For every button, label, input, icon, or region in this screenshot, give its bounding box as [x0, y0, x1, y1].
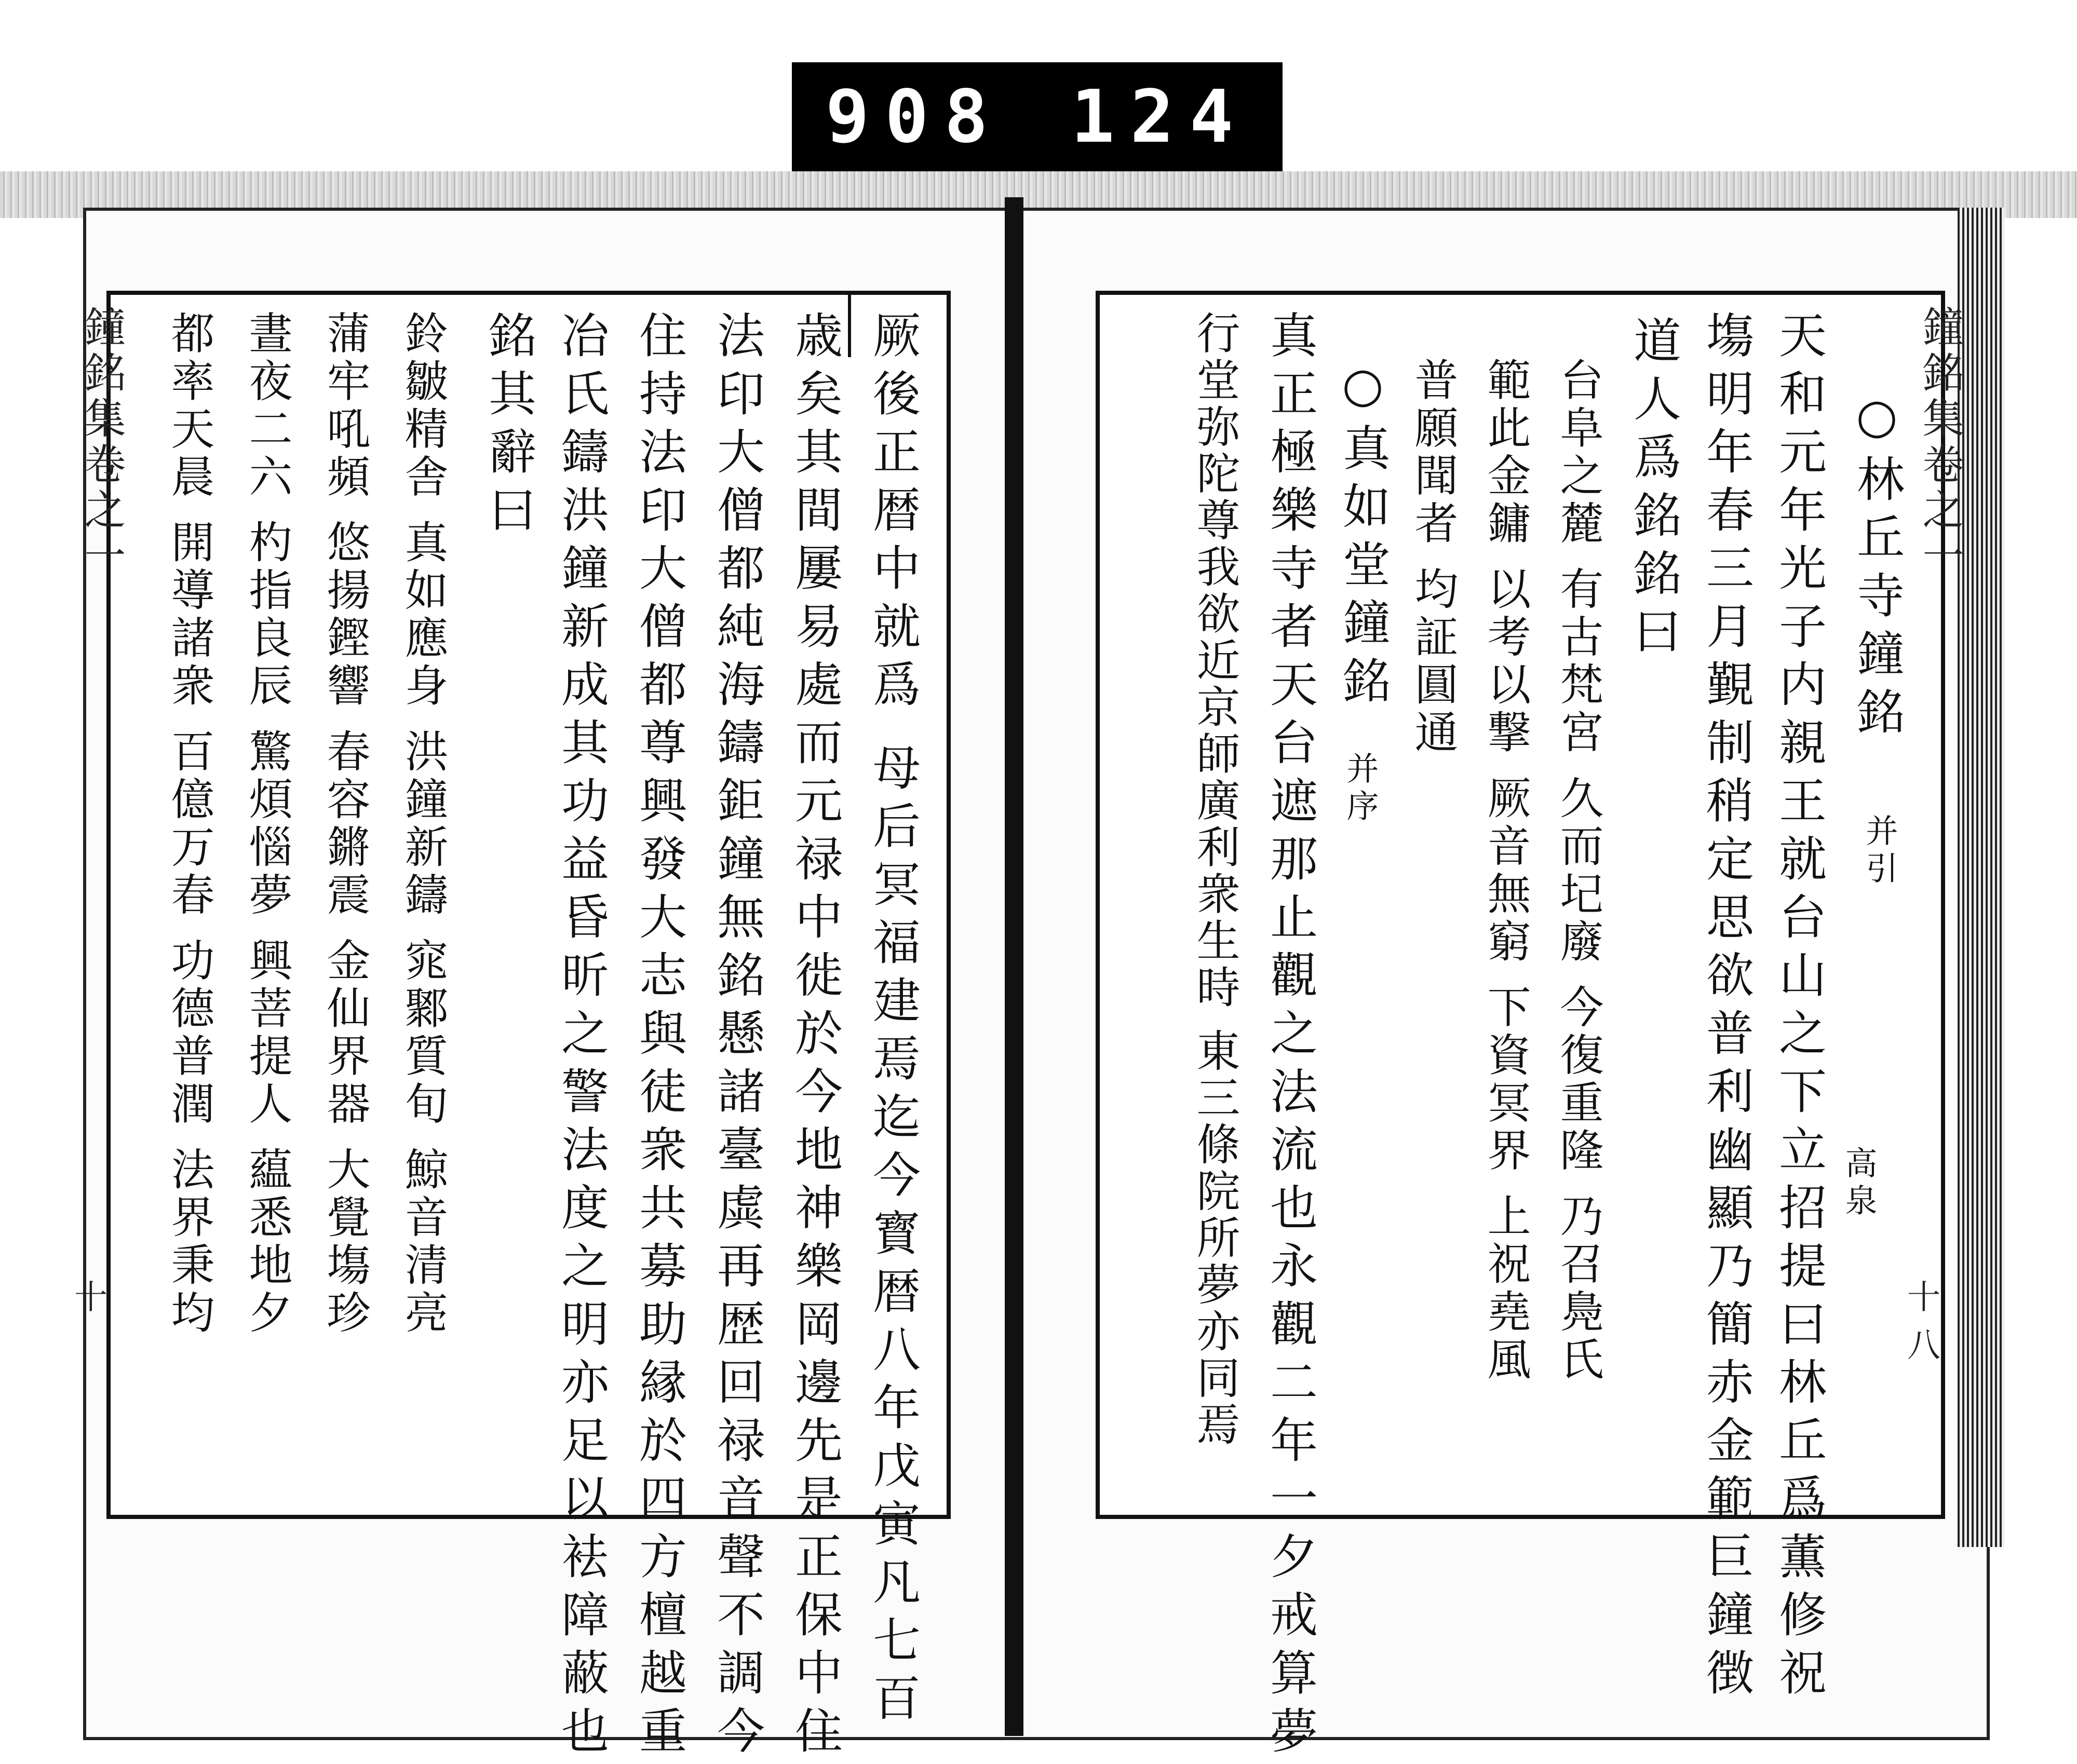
- left-column-9: 晝夜二六 杓指良辰 驚煩惱夢 興菩提人 藴悉地夕: [242, 310, 293, 1338]
- right-column-4: 道人爲銘銘曰: [1626, 316, 1681, 664]
- left-column-3: 法印大僧都純海鑄鉅鐘無銘懸諸臺虡再歴回禄音聲不調今: [709, 310, 765, 1764]
- right-note-1: 并引: [1860, 814, 1898, 889]
- right-column-8: ○真如堂鐘銘: [1335, 357, 1391, 714]
- book-spine: [1005, 197, 1023, 1736]
- left-column-8: 蒲牢吼頻 悠揚鏗響 春容鏘震 金仙界器 大覺塲珍: [320, 310, 371, 1338]
- left-folio: 十: [74, 1279, 107, 1317]
- right-column-3: 塲明年春三月覲制稍定思欲普利幽顯乃簡赤金範巨鐘徴: [1698, 310, 1754, 1706]
- left-column-10: 都率天晨 開導諸衆 百億万春 功德普潤 法界秉均: [164, 310, 215, 1338]
- archive-label: [792, 62, 1283, 171]
- left-margin-title: 鐘銘集卷之一: [77, 305, 126, 579]
- right-column-6: 範此金鏞 以考以撃 厥音無窮 下資冥界 上祝堯風: [1480, 357, 1531, 1385]
- right-page: [1096, 291, 1964, 1764]
- right-column-9: 真正極樂寺者天台遮那止觀之法流也永觀二年一夕戒算夢: [1262, 310, 1318, 1764]
- left-column-2: 歳矣其間屢易處而元禄中徙於今地神樂岡邊先是正保中住: [787, 310, 843, 1764]
- left-column-4: 住持法印大僧都尊興發大志與徒衆共募助縁於四方檀越重: [631, 310, 687, 1764]
- right-note-2: 高泉: [1840, 1146, 1878, 1221]
- left-column-5: 冶氏鑄洪鐘新成其功益昏昕之警法度之明亦足以袪障蔽也: [554, 310, 609, 1764]
- left-column-1: 厥後正暦中就爲 母后冥福建焉迄今寳暦八年戊寅凡七百: [865, 310, 921, 1732]
- right-margin-title: 鐘銘集卷之一: [1916, 305, 1964, 579]
- left-column-7: 鈴皺精舎 真如應身 洪鐘新鑄 窕鄹質旬 鯨音清亮: [398, 310, 449, 1338]
- left-page: [74, 291, 951, 1764]
- label-right-number: 124: [1071, 74, 1249, 159]
- left-column-6: 銘其辭曰: [481, 310, 536, 543]
- right-note-3: 并序: [1341, 752, 1379, 826]
- left-column-rule: [848, 295, 851, 357]
- right-column-2: 天和元年光子内親王就台山之下立招提曰林丘爲薫修祝: [1771, 310, 1827, 1706]
- right-column-10: 行堂弥陀尊我欲近京師廣利衆生時 東三條院所夢亦同焉: [1190, 310, 1240, 1449]
- right-column-1: ○林丘寺鐘銘: [1849, 388, 1905, 745]
- label-left-number: 908: [825, 74, 1004, 159]
- right-column-5: 台阜之麓 有古梵宮 久而圮廢 今復重隆 乃召鳧氏: [1553, 357, 1604, 1385]
- right-folio: 十八: [1907, 1279, 1940, 1365]
- right-column-7: 普願聞者 均証圓通: [1408, 357, 1459, 757]
